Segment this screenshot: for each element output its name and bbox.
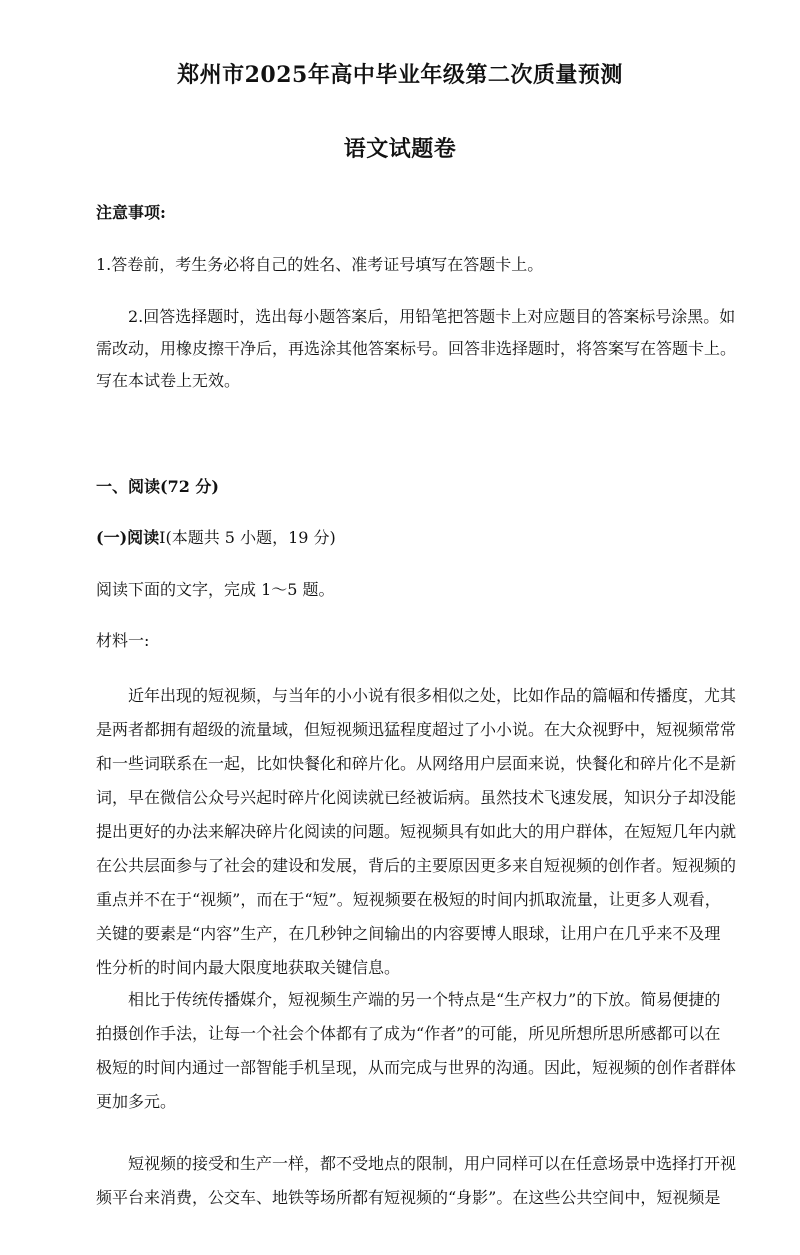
section-heading: 一、阅读(72 分): [96, 477, 219, 496]
material-line: 和一些词联系在一起，比如快餐化和碎片化。从网络用户层面来说，快餐化和碎片化不是新: [96, 754, 737, 773]
notice-item-2-line: 需改动，用橡皮擦干净后，再选涂其他答案标号。回答非选择题时，将答案写在答题卡上。: [96, 339, 737, 358]
subsection-heading: [96, 523, 756, 553]
material-line: 在公共层面参与了社会的建设和发展，背后的主要原因更多来自短视频的创作者。短视频的: [96, 856, 737, 875]
material-paragraph-3: [96, 1147, 748, 1215]
subsection-heading-bold: (一)阅读: [96, 528, 160, 547]
exam-subtitle: 语文试题卷: [343, 136, 457, 162]
notice-heading: 注意事项:: [96, 203, 166, 222]
material-label: 材料一:: [96, 631, 150, 650]
notice-item-2-line: 写在本试卷上无效。: [96, 371, 241, 390]
notice-item-2: [96, 301, 748, 397]
material-line: 关键的要素是“内容”生产，在几秒钟之间输出的内容要博人眼球，让用户在几乎来不及理: [96, 924, 721, 943]
exam-title: 郑州市2025年高中毕业年级第二次质量预测: [177, 62, 623, 88]
material-line: 提出更好的办法来解决碎片化阅读的问题。短视频具有如此大的用户群体，在短短几年内就: [96, 822, 737, 841]
material-line: 相比于传统传播媒介，短视频生产端的另一个特点是“生产权力”的下放。简易便捷的: [128, 990, 721, 1009]
subsection-heading-rest: Ⅰ(本题共 5 小题，19 分): [159, 528, 336, 547]
material-line: 更加多元。: [96, 1092, 177, 1111]
material-line: 近年出现的短视频，与当年的小小说有很多相似之处，比如作品的篇幅和传播度，尤其: [128, 686, 737, 705]
notice-item-1: 1.答卷前，考生务必将自己的姓名、准考证号填写在答题卡上。: [96, 255, 544, 274]
notice-item-2-line: 2.回答选择题时，选出每小题答案后，用铅笔把答题卡上对应题目的答案标号涂黑。如: [128, 307, 736, 326]
material-line: 性分析的时间内最大限度地获取关键信息。: [96, 958, 401, 977]
material-paragraph-2: [96, 983, 748, 1119]
material-line: 短视频的接受和生产一样，都不受地点的限制，用户同样可以在任意场景中选择打开视: [128, 1154, 737, 1173]
material-line: 重点并不在于“视频”，而在于“短”。短视频要在极短的时间内抓取流量，让更多人观看，: [96, 890, 721, 909]
material-line: 是两者都拥有超级的流量域，但短视频迅猛程度超过了小小说。在大众视野中，短视频常常: [96, 720, 737, 739]
material-line: 极短的时间内通过一部智能手机呈现，从而完成与世界的沟通。因此，短视频的创作者群体: [96, 1058, 737, 1077]
material-line: 频平台来消费，公交车、地铁等场所都有短视频的“身影”。在这些公共空间中，短视频是: [96, 1188, 721, 1207]
material-line: 词，早在微信公众号兴起时碎片化阅读就已经被诟病。虽然技术飞速发展，知识分子却没能: [96, 788, 737, 807]
material-line: 拍摄创作手法，让每一个社会个体都有了成为“作者”的可能，所见所想所思所感都可以在: [96, 1024, 721, 1043]
material-paragraph-1: [96, 679, 748, 985]
reading-instruction: 阅读下面的文字，完成 1～5 题。: [96, 580, 335, 599]
